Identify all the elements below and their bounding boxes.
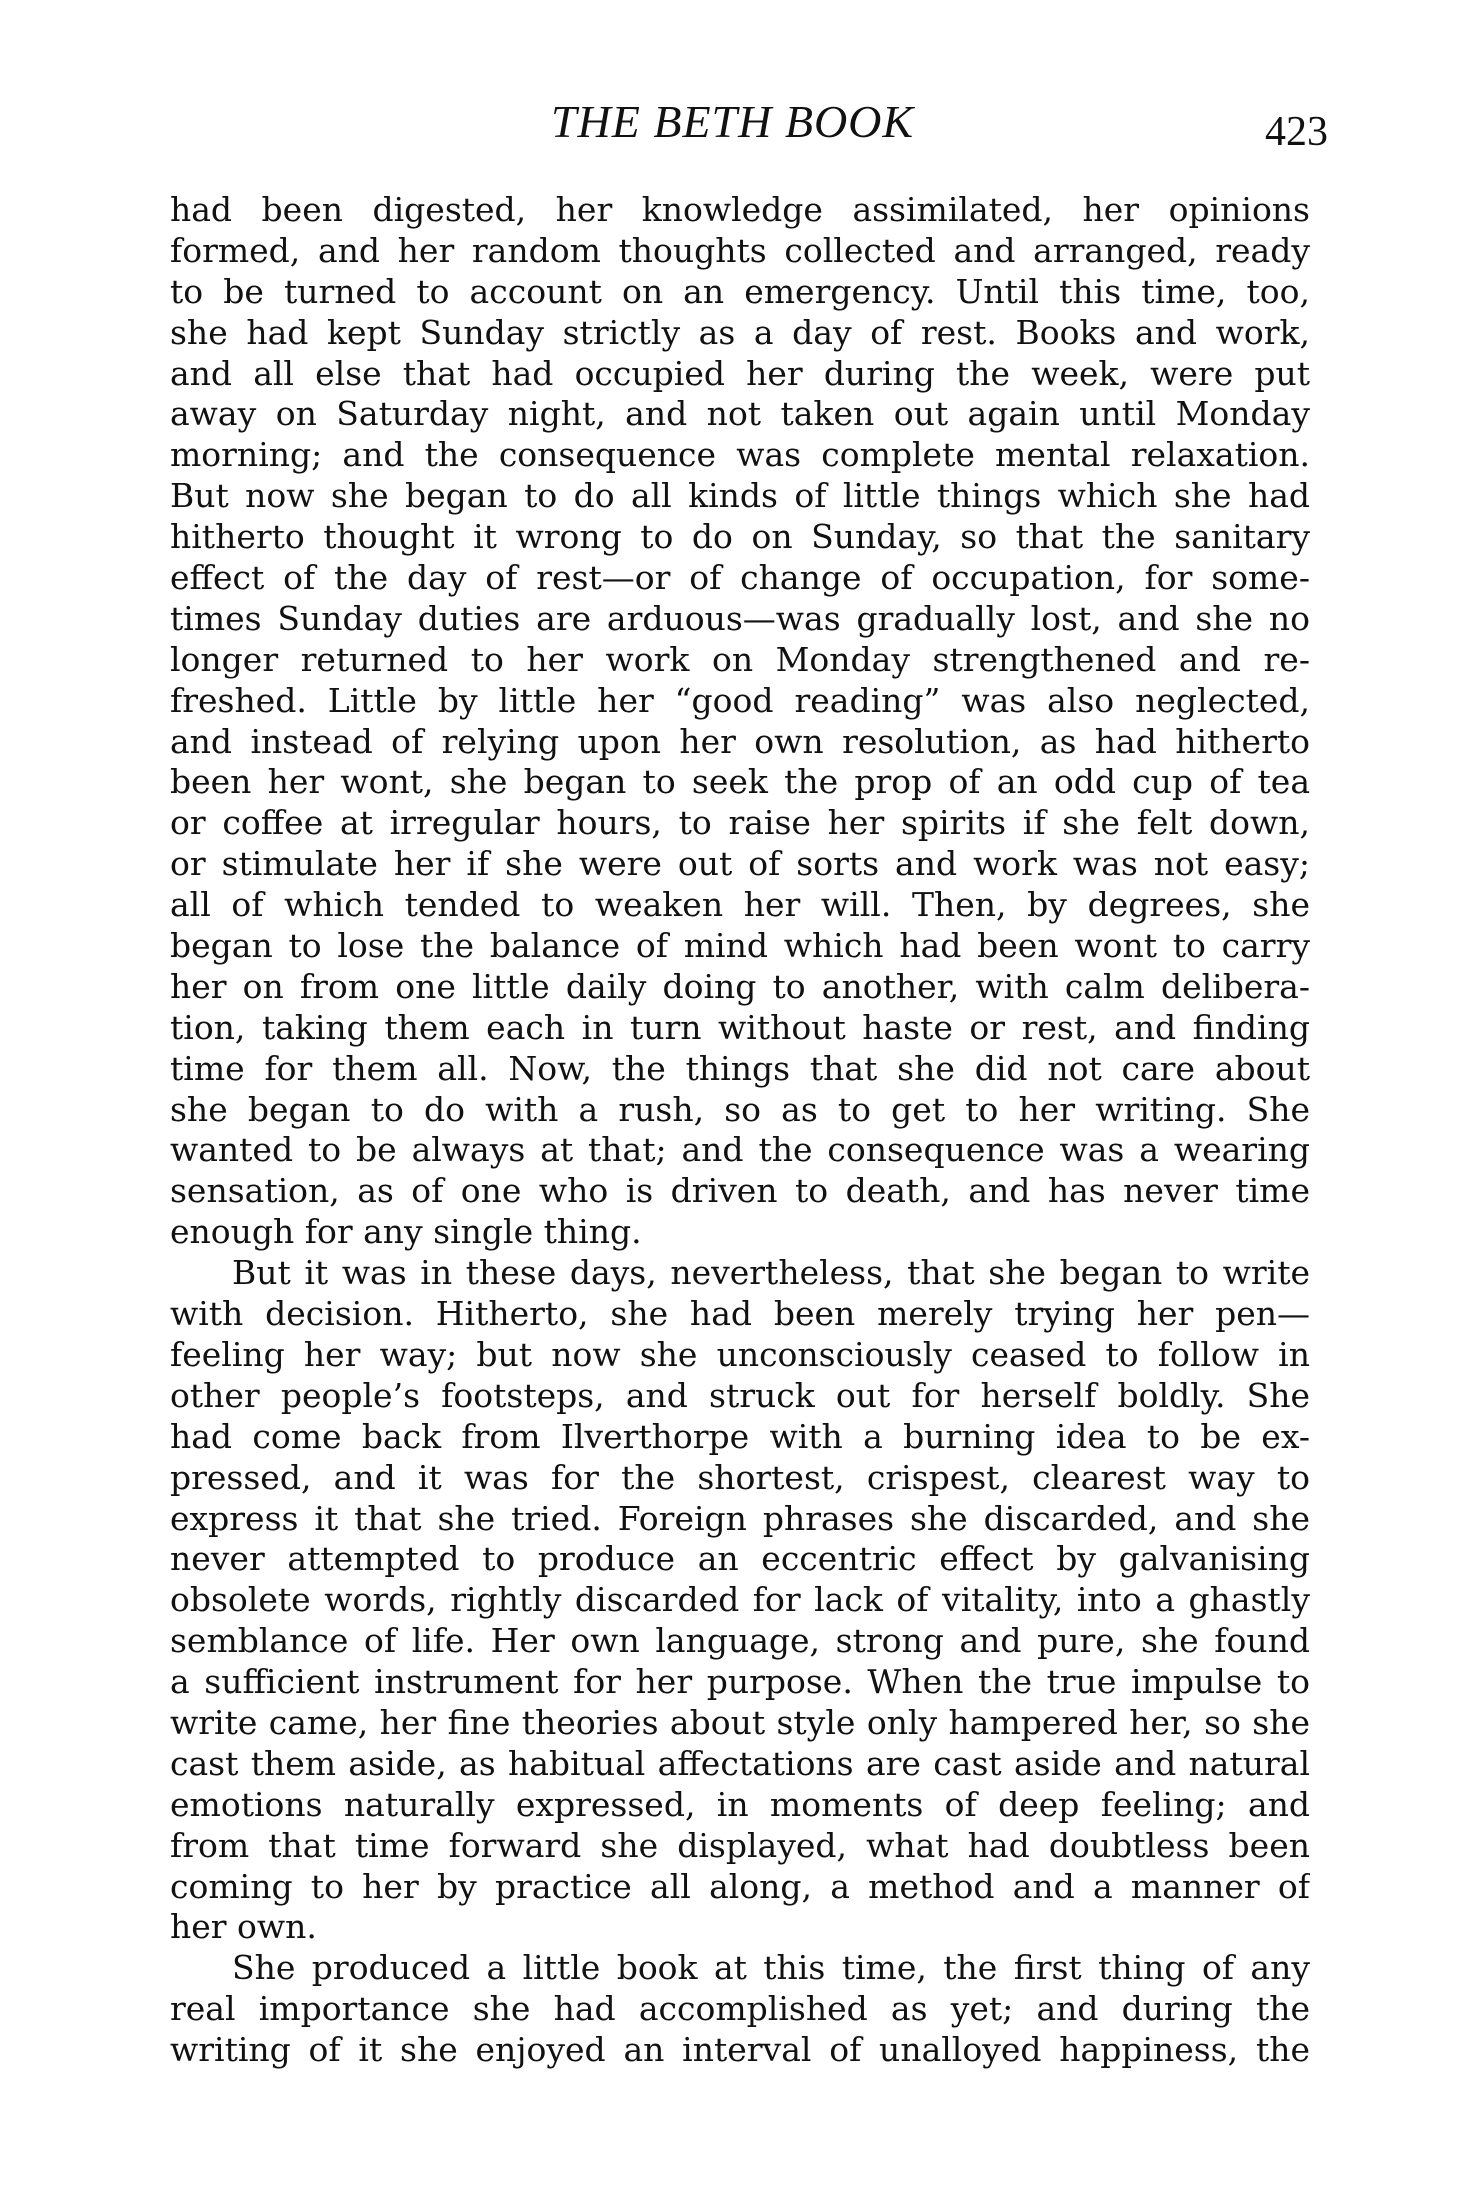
text-line: sensation, as of one who is driven to death, and has never time [170,1171,1310,1211]
text-line: her own. [170,1907,317,1947]
text-line: morning; and the consequence was complete mental relaxation. [170,435,1310,475]
text-line: writing of it she enjoyed an interval of unalloyed happiness, the [170,2030,1310,2070]
text-line: formed, and her random thoughts collected and arranged, ready [170,230,1310,270]
text-line: time for them all. Now, the things that she did not care about [170,1048,1310,1088]
text-line: had been digested, her knowledge assimilated, her opinions [170,190,1310,229]
text-line: real importance she had accomplished as yet; and during the [170,1989,1310,2029]
text-line: obsolete words, rightly discarded for lack of vitality, into a ghastly [170,1580,1310,1620]
text-line: emotions naturally expressed, in moments of deep feeling; and [170,1784,1310,1824]
page-number: 423 [1265,109,1328,155]
text-line: to be turned to account on an emergency. Until this time, too, [170,271,1310,311]
text-line: tion, taking them each in turn without haste or rest, and finding [170,1007,1310,1047]
text-line: from that time forward she displayed, what had doubtless been [170,1825,1310,1865]
text-line: never attempted to produce an eccentric effect by galvanising [170,1539,1310,1579]
text-line: enough for any single thing. [170,1212,642,1252]
text-line: her on from one little daily doing to another, with calm delibera- [170,966,1310,1006]
text-line: with decision. Hitherto, she had been merely trying her pen— [170,1294,1310,1334]
text-line: or coffee at irregular hours, to raise her spirits if she felt down, [170,803,1310,843]
text-line: hitherto thought it wrong to do on Sunday, so that the sanitary [170,517,1310,557]
text-line: cast them aside, as habitual affectations are cast aside and natural [170,1743,1310,1783]
text-line: and instead of relying upon her own resolution, as had hitherto [170,721,1310,761]
text-line: and all else that had occupied her during the week, were put [170,353,1310,393]
text-line: She produced a little book at this time, the first thing of any [232,1948,1310,1988]
text-line: pressed, and it was for the shortest, crispest, clearest way to [170,1457,1310,1497]
text-line: away on Saturday night, and not taken out again until Monday [170,394,1310,434]
text-line: she began to do with a rush, so as to get to her writing. She [170,1089,1310,1129]
text-line: or stimulate her if she were out of sorts and work was not easy; [170,844,1310,884]
body-text [170,190,1310,2071]
text-line: she had kept Sunday strictly as a day of rest. Books and work, [170,312,1310,352]
text-line: longer returned to her work on Monday strengthened and re- [170,639,1310,679]
text-line: times Sunday duties are arduous—was gradually lost, and she no [170,598,1310,638]
text-line: began to lose the balance of mind which had been wont to carry [170,926,1310,966]
running-title: THE BETH BOOK [550,96,915,147]
text-line: But now she began to do all kinds of little things which she had [170,476,1310,516]
text-line: all of which tended to weaken her will. Then, by degrees, she [170,885,1310,925]
text-line: express it that she tried. Foreign phrases she discarded, and she [170,1498,1310,1538]
text-line: been her wont, she began to seek the prop of an odd cup of tea [170,762,1310,802]
text-line: a sufficient instrument for her purpose. When the true impulse to [170,1662,1310,1702]
text-line: coming to her by practice all along, a method and a manner of [170,1866,1310,1906]
text-line: freshed. Little by little her “good reading” was also neglected, [170,680,1310,720]
text-line: semblance of life. Her own language, strong and pure, she found [170,1621,1310,1661]
text-line: write came, her fine theories about style only hampered her, so she [170,1702,1310,1742]
text-line: wanted to be always at that; and the consequence was a wearing [170,1130,1310,1170]
text-line: other people’s footsteps, and struck out for herself boldly. She [170,1375,1310,1415]
text-line: But it was in these days, nevertheless, that she began to write [232,1253,1310,1293]
text-line: feeling her way; but now she unconsciously ceased to follow in [170,1334,1310,1374]
text-line: had come back from Ilverthorpe with a burning idea to be ex- [170,1416,1310,1456]
text-line: effect of the day of rest—or of change of occupation, for some- [170,558,1310,598]
